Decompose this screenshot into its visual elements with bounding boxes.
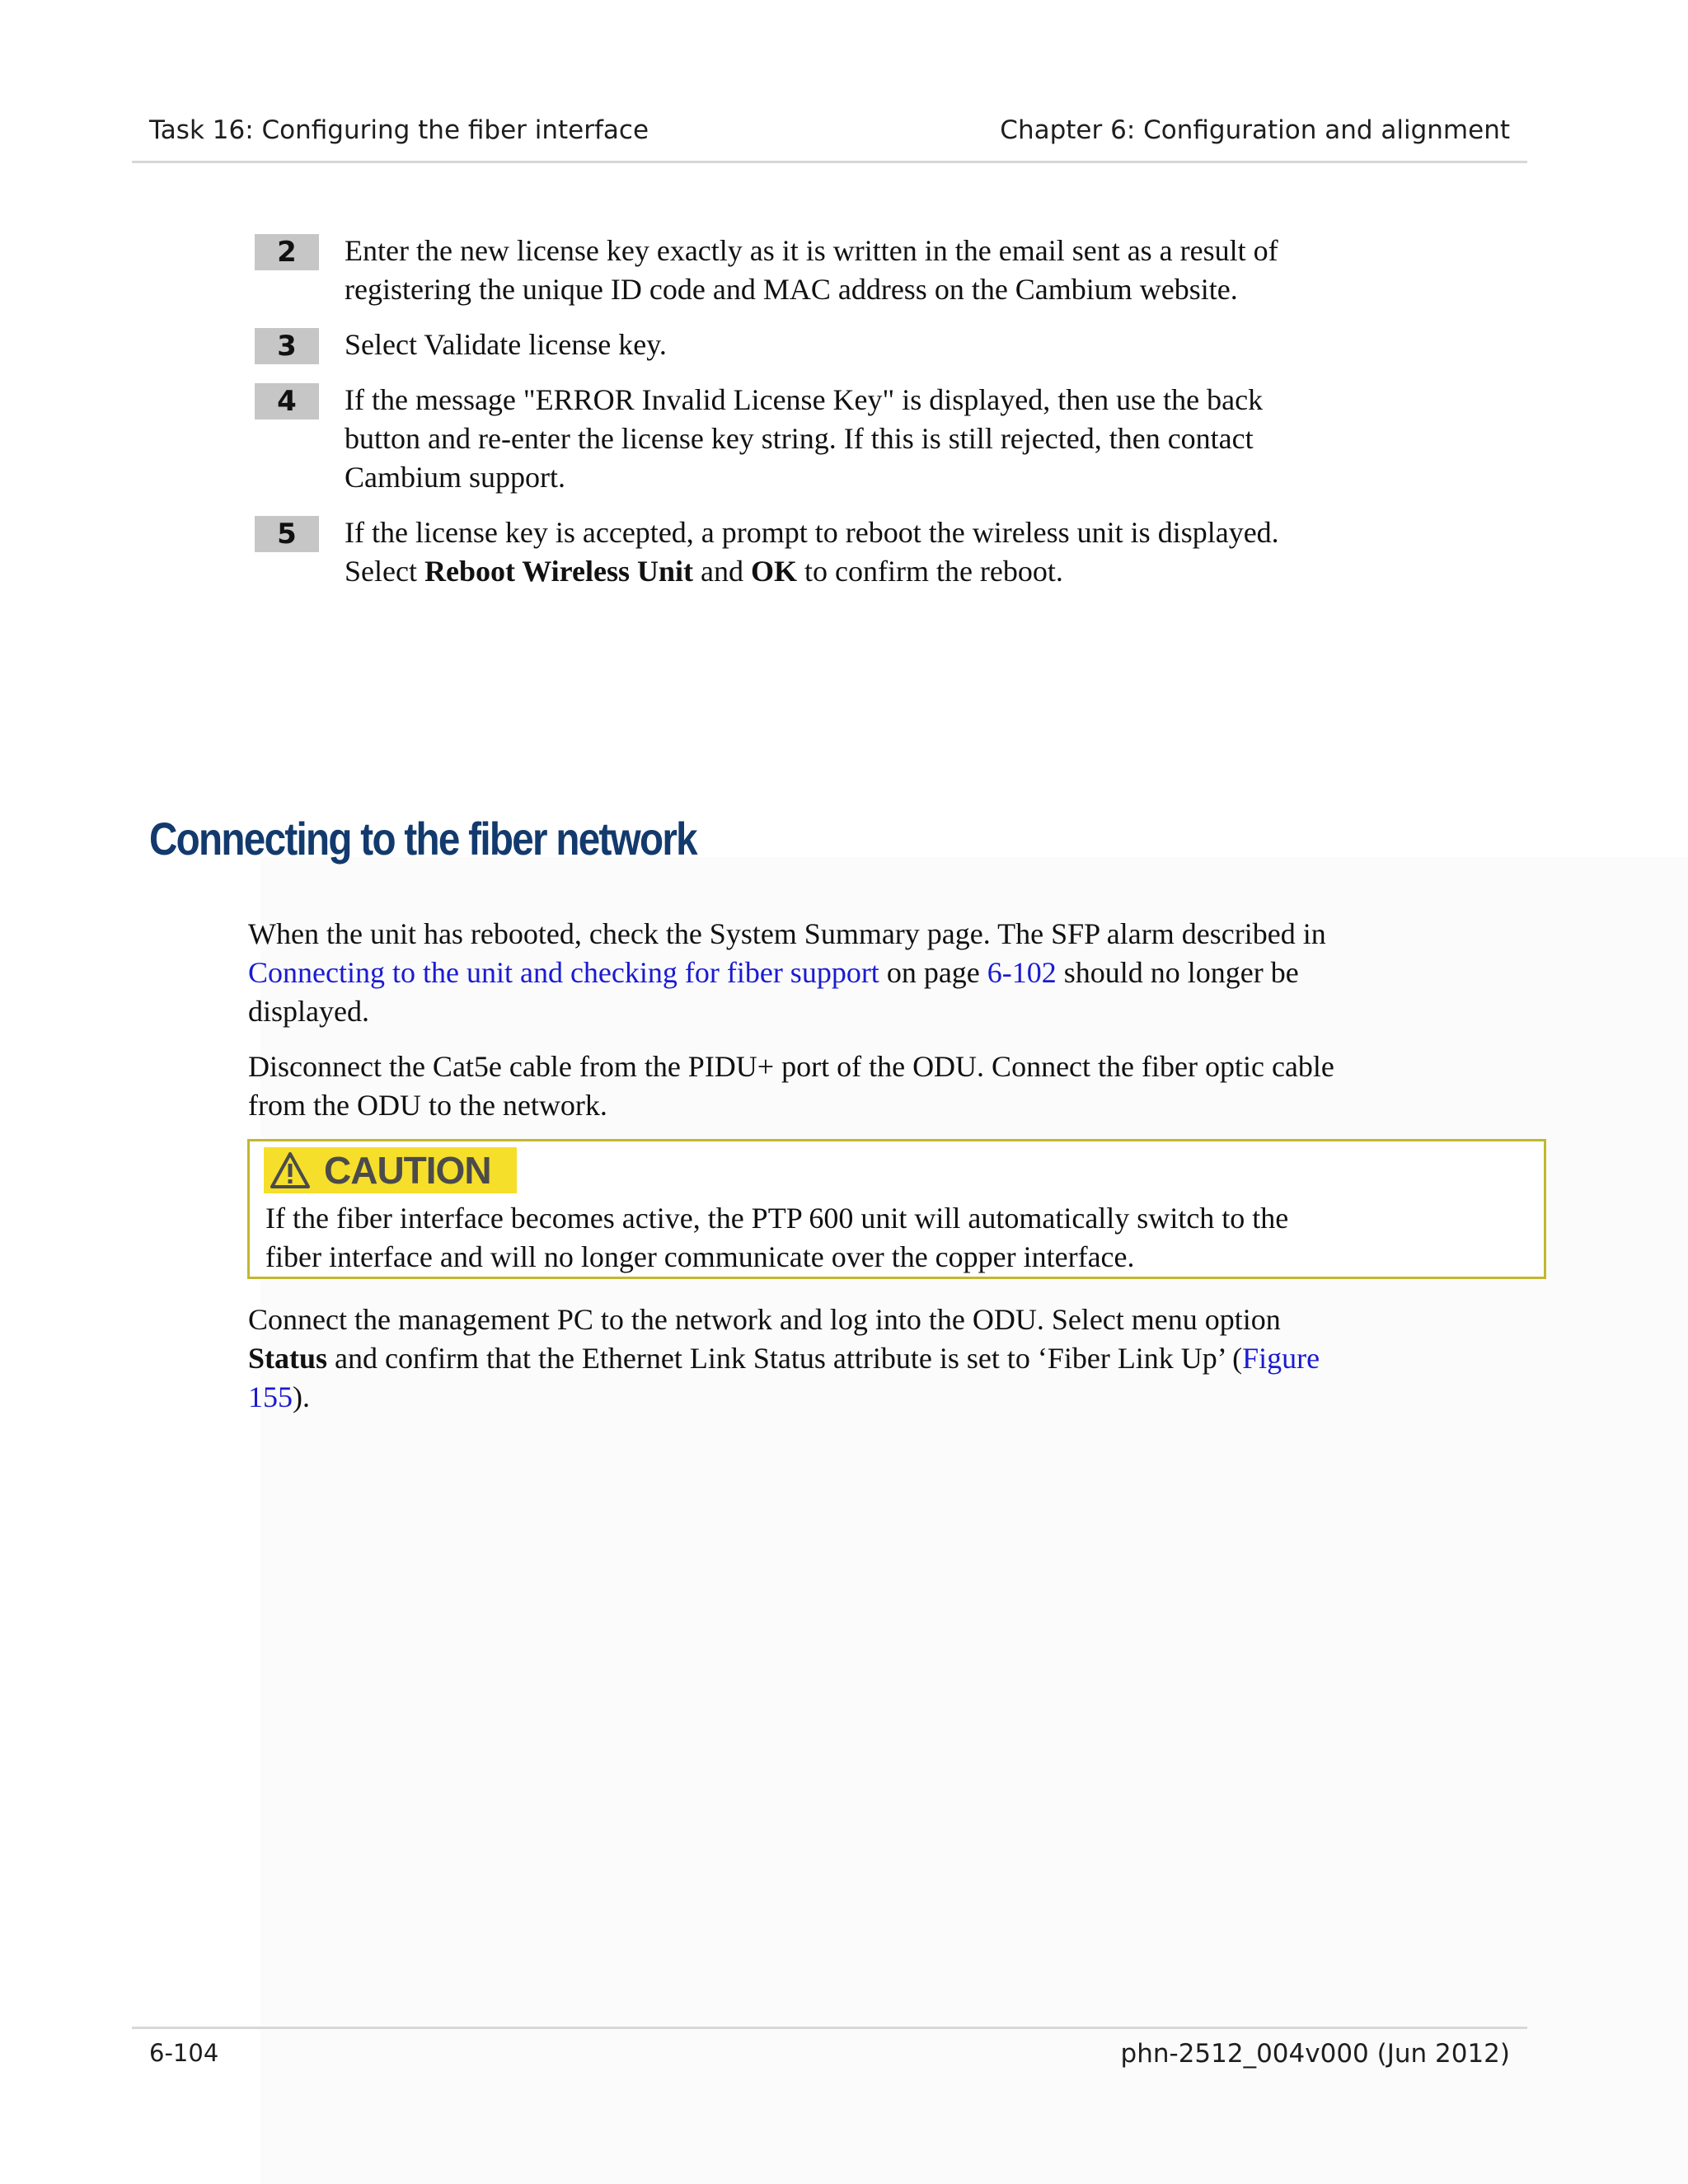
status-menu-term: Status — [248, 1342, 328, 1375]
caution-text-line: fiber interface and will no longer communicate over the copper interface. — [265, 1240, 1135, 1273]
paragraph-text: and confirm that the Ethernet Link Status attribute is set to ‘Fiber Link Up’ ( — [327, 1342, 1243, 1375]
step-text-line: Enter the new license key exactly as it is written in the email sent as a result of — [345, 234, 1278, 267]
step-text-line: If the message "ERROR Invalid License Key" is displayed, then use the back — [345, 383, 1264, 416]
paragraph-text: Disconnect the Cat5e cable from the PIDU+ port of the ODU. Connect the fiber optic cable — [248, 1050, 1334, 1083]
link-figure-155[interactable]: Figure — [1242, 1342, 1320, 1375]
paragraph-text: from the ODU to the network. — [248, 1089, 607, 1122]
step-text-line: If the license key is accepted, a prompt to reboot the wireless unit is displayed. — [345, 516, 1279, 549]
caution-box — [247, 1139, 1546, 1279]
step-text — [345, 381, 1531, 497]
paragraph-text: on page — [879, 956, 987, 989]
running-header-left: Task 16: Configuring the fiber interface — [149, 115, 649, 145]
step-number: 3 — [255, 328, 319, 364]
warning-triangle-icon — [270, 1151, 311, 1189]
step-text-line-end: to confirm the reboot. — [796, 555, 1063, 588]
paragraph-text: should no longer be — [1056, 956, 1299, 989]
body-paragraph-2 — [248, 1047, 1534, 1125]
link-connecting-to-unit[interactable]: Connecting to the unit and checking for fiber support — [248, 956, 879, 989]
document-id: phn-2512_004v000 (Jun 2012) — [1120, 2039, 1510, 2069]
body-paragraph-1 — [248, 915, 1534, 1031]
paragraph-text: ). — [293, 1380, 310, 1413]
running-header-right: Chapter 6: Configuration and alignment — [1000, 115, 1510, 145]
section-heading: Connecting to the fiber network — [149, 813, 696, 865]
step-text — [345, 513, 1531, 591]
step-number: 4 — [255, 383, 319, 419]
step-text-line: registering the unique ID code and MAC address on the Cambium website. — [345, 273, 1238, 306]
step-text-connector: and — [692, 555, 751, 588]
reboot-wireless-unit-term: Reboot Wireless Unit — [424, 555, 693, 588]
step-number: 5 — [255, 516, 319, 552]
step-text-line: Select Validate license key. — [345, 328, 667, 361]
caution-badge — [264, 1147, 517, 1193]
caution-label: CAUTION — [324, 1149, 491, 1192]
footer-rule — [132, 2027, 1527, 2029]
page-number: 6-104 — [149, 2039, 219, 2067]
step-text — [345, 232, 1531, 309]
step-text — [345, 326, 1531, 364]
caution-text — [265, 1199, 1526, 1277]
paragraph-text: When the unit has rebooted, check the System Summary page. The SFP alarm described in — [248, 917, 1326, 950]
step-text-line-start: Select — [345, 555, 424, 588]
link-figure-155-number[interactable]: 155 — [248, 1380, 293, 1413]
step-number: 2 — [255, 234, 319, 270]
step-text-line: Cambium support. — [345, 461, 565, 494]
paragraph-text: Connect the management PC to the network and log into the ODU. Select menu option — [248, 1303, 1281, 1336]
caution-text-line: If the fiber interface becomes active, the PTP 600 unit will automatically switch to the — [265, 1202, 1289, 1235]
paragraph-text: displayed. — [248, 995, 369, 1028]
body-paragraph-3 — [248, 1301, 1534, 1417]
link-page-6-102[interactable]: 6-102 — [987, 956, 1057, 989]
step-text-line: button and re-enter the license key string. If this is still rejected, then contact — [345, 422, 1254, 455]
ok-term: OK — [750, 555, 797, 588]
header-rule — [132, 161, 1527, 163]
